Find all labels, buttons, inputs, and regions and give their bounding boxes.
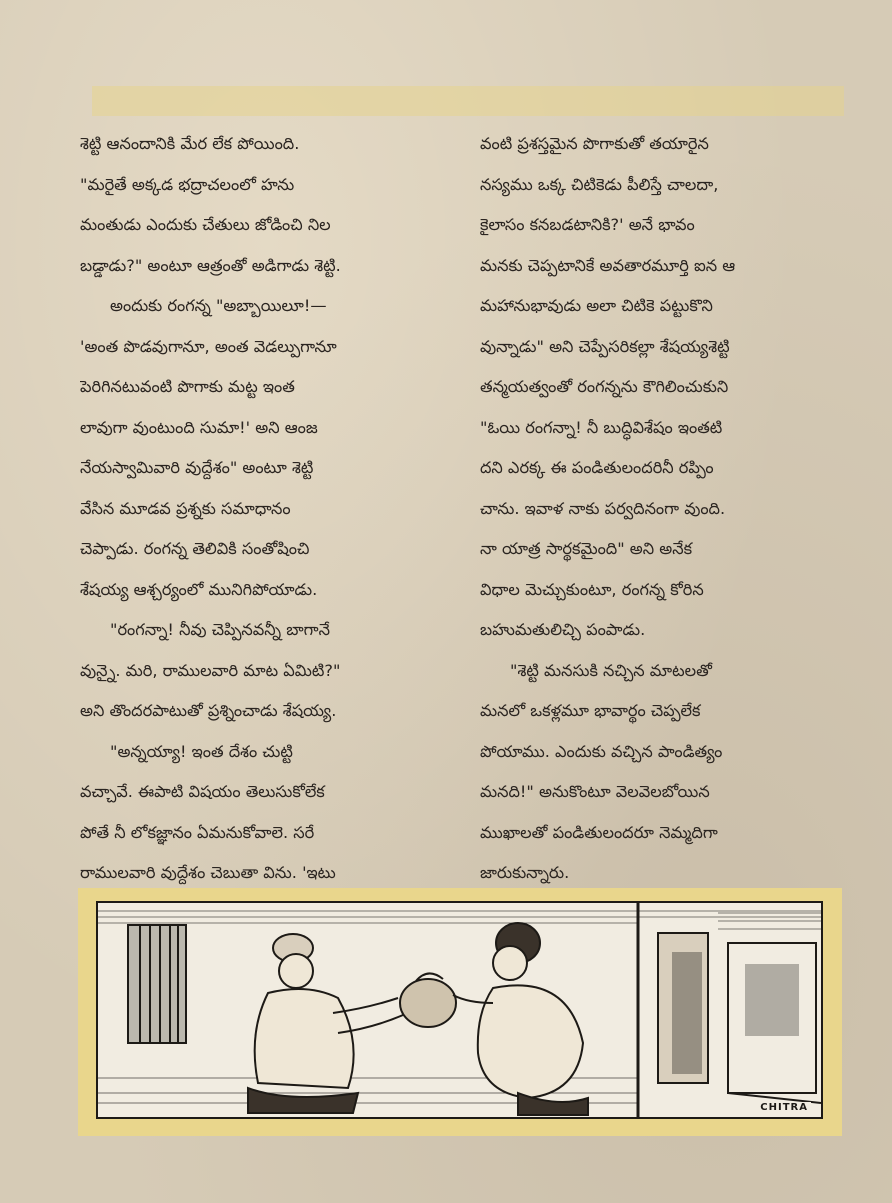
text-line: లావుగా వుంటుంది సుమా!' అని ఆంజ xyxy=(80,417,318,437)
text-line: వున్నాడు" అని చెప్పేసరికల్లా శేషయ్యశెట్టి xyxy=(480,336,730,356)
text-line: అని తొందరపాటుతో ప్రశ్నించాడు శేషయ్య. xyxy=(80,701,337,720)
text-line: మనలో ఒకళ్లమూ భావార్థం చెప్పలేక xyxy=(480,701,701,720)
text-line: కైలాసం కనబడటానికి?' అనే భావం xyxy=(480,215,695,234)
text-line: చాను. ఇవాళ నాకు పర్వదినంగా వుంది. xyxy=(480,498,726,518)
text-line: రాములవారి వుద్దేశం చెబుతా విను. 'ఇటు xyxy=(80,863,336,882)
text-line: దని ఎరక్క ఈ పండితులందరినీ రప్పిం xyxy=(480,458,714,477)
text-line: పోతే నీ లోకజ్ఞానం ఏమనుకోవాలె. సరే xyxy=(80,822,315,842)
text-line: తన్మయత్వంతో రంగన్నను కౌగిలించుకుని xyxy=(480,377,729,396)
room-doorway xyxy=(658,933,821,1103)
text-line: మనది!" అనుకొంటూ వెలవెలబోయిన xyxy=(480,782,710,801)
text-line: 'అంత పొడవుగానూ, అంత వెడల్పుగానూ xyxy=(80,336,337,356)
text-line: మంతుడు ఎందుకు చేతులు జోడించి నిల xyxy=(80,215,331,234)
left-text-column xyxy=(80,124,460,894)
artist-signature: CHITRA xyxy=(757,1102,811,1113)
text-line: బహుమతులిచ్చి పంపాడు. xyxy=(480,620,646,639)
seated-man-left xyxy=(248,934,403,1113)
text-line: చెప్పాడు. రంగన్న తెలివికి సంతోషించి xyxy=(80,539,310,558)
text-line: నేయస్వామివారి వుద్దేశం" అంటూ శెట్టి xyxy=(80,458,314,477)
text-line: వచ్చావే. ఈపాటి విషయం తెలుసుకోలేక xyxy=(80,782,325,801)
text-line: శెట్టి ఆనందానికి మేర లేక పోయింది. xyxy=(80,134,300,153)
text-line: పోయాము. ఎందుకు వచ్చిన పాండిత్యం xyxy=(480,741,723,761)
story-illustration xyxy=(96,901,823,1119)
text-line: ముఖాలతో పండితులందరూ నెమ్మదిగా xyxy=(480,822,718,842)
header-color-band xyxy=(92,86,844,116)
text-line: "ఓయి రంగన్నా! నీ బుద్ధివిశేషం ఇంతటి xyxy=(480,417,723,437)
text-line: జారుకున్నారు. xyxy=(480,863,570,882)
illustration-drawing xyxy=(98,903,821,1117)
cloth-bundle xyxy=(400,973,456,1027)
text-line: వేసిన మూడవ ప్రశ్నకు సమాధానం xyxy=(80,498,291,518)
text-line: "శెట్టి మనసుకి నచ్చిన మాటలతో xyxy=(510,660,712,680)
text-line: శేషయ్య ఆశ్చర్యంలో మునిగిపోయాడు. xyxy=(80,579,318,599)
text-line: "అన్నయ్యా! ఇంత దేశం చుట్టి xyxy=(110,741,293,761)
text-line: "రంగన్నా! నీవు చెప్పినవన్నీ బాగానే xyxy=(110,620,330,639)
text-line: మనకు చెప్పటానికే అవతారమూర్తి ఐన ఆ xyxy=(480,255,736,275)
text-line: వున్నై. మరి, రాములవారి మాట ఏమిటి?" xyxy=(80,660,341,680)
text-line: అందుకు రంగన్న "అబ్బాయిలూ!— xyxy=(110,296,327,315)
text-line: నస్యము ఒక్క చిటికెడు పీలిస్తే చాలదా, xyxy=(480,174,719,194)
text-line: వంటి ప్రశస్తమైన పొగాకుతో తయారైన xyxy=(480,134,709,153)
text-line: పెరిగినటువంటి పొగాకు మట్ట ఇంత xyxy=(80,377,295,396)
right-text-column xyxy=(480,124,850,894)
text-line: "మరైతే అక్కడ భద్రాచలంలో హను xyxy=(80,174,295,194)
text-line: నా యాత్ర సార్థకమైంది" అని అనేక xyxy=(480,539,693,558)
text-line: బడ్డాడు?" అంటూ ఆత్రంతో అడిగాడు శెట్టి. xyxy=(80,255,341,275)
text-line: విధాల మెచ్చుకుంటూ, రంగన్న కోరిన xyxy=(480,579,704,599)
text-line: మహానుభావుడు అలా చిటికె పట్టుకొని xyxy=(480,296,713,315)
seated-man-right xyxy=(453,923,588,1115)
